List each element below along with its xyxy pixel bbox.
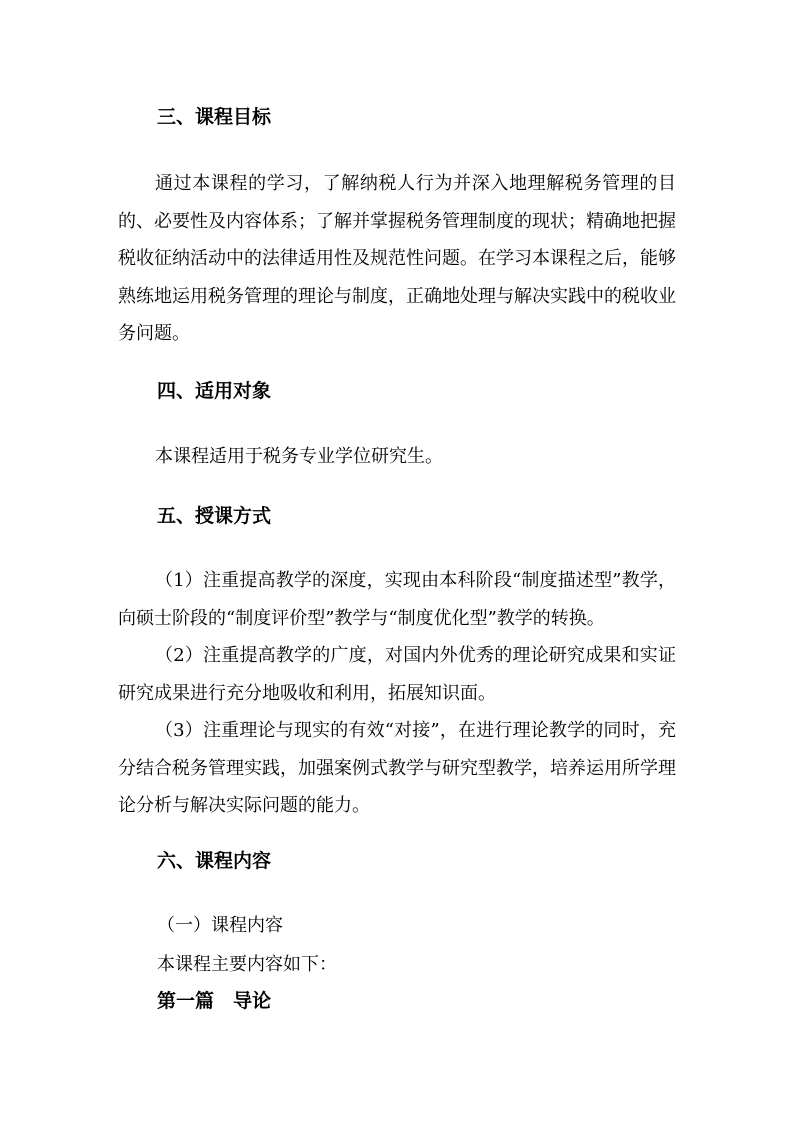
paragraph-audience: 本课程适用于税务专业学位研究生。 xyxy=(155,446,443,467)
teaching-method-item-1: （1）注重提高教学的深度，实现由本科阶段“制度描述型”教学，向硕士阶段的“制度评价型”教学与“制度优化型”教学的转换。 xyxy=(118,570,676,629)
section-heading-course-content: 六、课程内容 xyxy=(157,850,272,872)
teaching-method-item-3: （3）注重理论与现实的有效“对接”，在进行理论教学的同时，充分结合税务管理实践，加强案例式教学与研究型教学，培养运用所学理论分析与解决实际问题的能力。 xyxy=(118,720,676,816)
section-heading-teaching-method: 五、授课方式 xyxy=(157,505,272,527)
section-heading-objectives: 三、课程目标 xyxy=(157,106,272,128)
subheading-course-content: （一）课程内容 xyxy=(157,915,283,936)
teaching-method-item-2: （2）注重提高教学的广度，对国内外优秀的理论研究成果和实证研究成果进行充分地吸收和利用，拓展知识面。 xyxy=(118,645,676,704)
course-content-intro: 本课程主要内容如下： xyxy=(157,954,337,975)
part-title-introduction: 第一篇 导论 xyxy=(157,990,272,1012)
section-heading-audience: 四、适用对象 xyxy=(157,380,272,402)
paragraph-objectives: 通过本课程的学习，了解纳税人行为并深入地理解税务管理的目的、必要性及内容体系；了解并掌握税务管理制度的现状；精确地把握税收征纳活动中的法律适用性及规范性问题。在学习本课程之后，能够熟练地运用税务管理的理论与制度，正确地处理与解决实践中的税收业务问题。 xyxy=(118,173,676,344)
